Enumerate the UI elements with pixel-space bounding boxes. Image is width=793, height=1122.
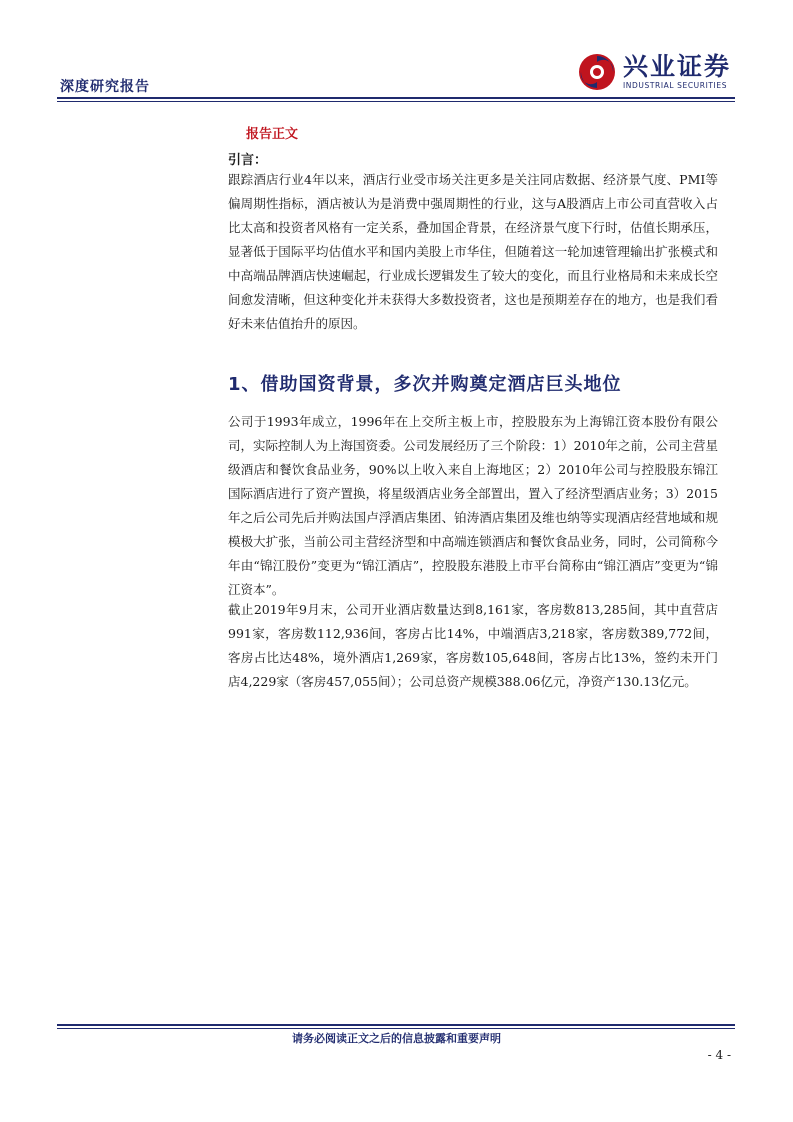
brand-name-en: INDUSTRIAL SECURITIES bbox=[622, 81, 728, 90]
header-divider-thin bbox=[57, 101, 735, 102]
body-paragraph-history: 公司于1993年成立，1996年在上交所主板上市，控股股东为上海锦江资本股份有限公司，实际控制人为上海国资委。公司发展经历了三个阶段：1）2010年之前，公司主营星级酒店和餐饮食品业务，90%以上收入来自上海地区；2）2010年公司与控股股东锦江国际酒店进行了资产置换，将星级酒店业务全部置出，置入了经济型酒店业务；3）2015年之后公司先后并购法国卢浮酒店集团、铂涛酒店集团及维也纳等实现酒店经营地域和规模极大扩张，当前公司主营经济型和中高端连锁酒店和餐饮食品业务，同时，公司简称今年由“锦江股份”变更为“锦江酒店”，控股股东港股上市平台简称由“锦江酒店”变更为“锦江资本”。 bbox=[228, 414, 718, 597]
disclaimer-note: 请务必阅读正文之后的信息披露和重要声明 bbox=[292, 1032, 501, 1045]
section-label: 报告正文 bbox=[246, 127, 299, 142]
brand-logo-icon bbox=[577, 52, 617, 92]
report-type-label: 深度研究报告 bbox=[60, 79, 150, 95]
footer-divider-thin bbox=[57, 1028, 735, 1029]
footer-divider bbox=[57, 1024, 735, 1026]
brand-logo bbox=[577, 52, 731, 92]
body-paragraph-stats: 截止2019年9月末，公司开业酒店数量达到8,161家，客房数813,285间，其中直营店991家，客房数112,936间，客房占比14%，中端酒店3,218家，客房数389,772间，客房占比达48%，境外酒店1,269家，客房数105,648间，客房占比13%，签约未开门店4,229家（客房457,055间）；公司总资产规模388.06亿元，净资产130.13亿元。 bbox=[228, 602, 718, 689]
section-heading: 1、借助国资背景，多次并购奠定酒店巨头地位 bbox=[228, 374, 622, 395]
intro-paragraph: 跟踪酒店行业4年以来，酒店行业受市场关注更多是关注同店数据、经济景气度、PMI等偏周期性指标，酒店被认为是消费中强周期性的行业，这与A股酒店上市公司直营收入占比太高和投资者风格有一定关系，叠加国企背景，在经济景气度下行时，估值长期承压，显著低于国际平均估值水平和国内美股上市华住，但随着这一轮加速管理输出扩张模式和中高端品牌酒店快速崛起，行业成长逻辑发生了较大的变化，而且行业格局和未来成长空间愈发清晰，但这种变化并未获得大多数投资者，这也是预期差存在的地方，也是我们看好未来估值抬升的原因。 bbox=[228, 172, 718, 331]
brand-name-cn: 兴业证券 bbox=[622, 52, 731, 81]
page-number: - 4 - bbox=[707, 1048, 731, 1062]
intro-title: 引言： bbox=[228, 153, 268, 168]
header-divider bbox=[57, 97, 735, 99]
